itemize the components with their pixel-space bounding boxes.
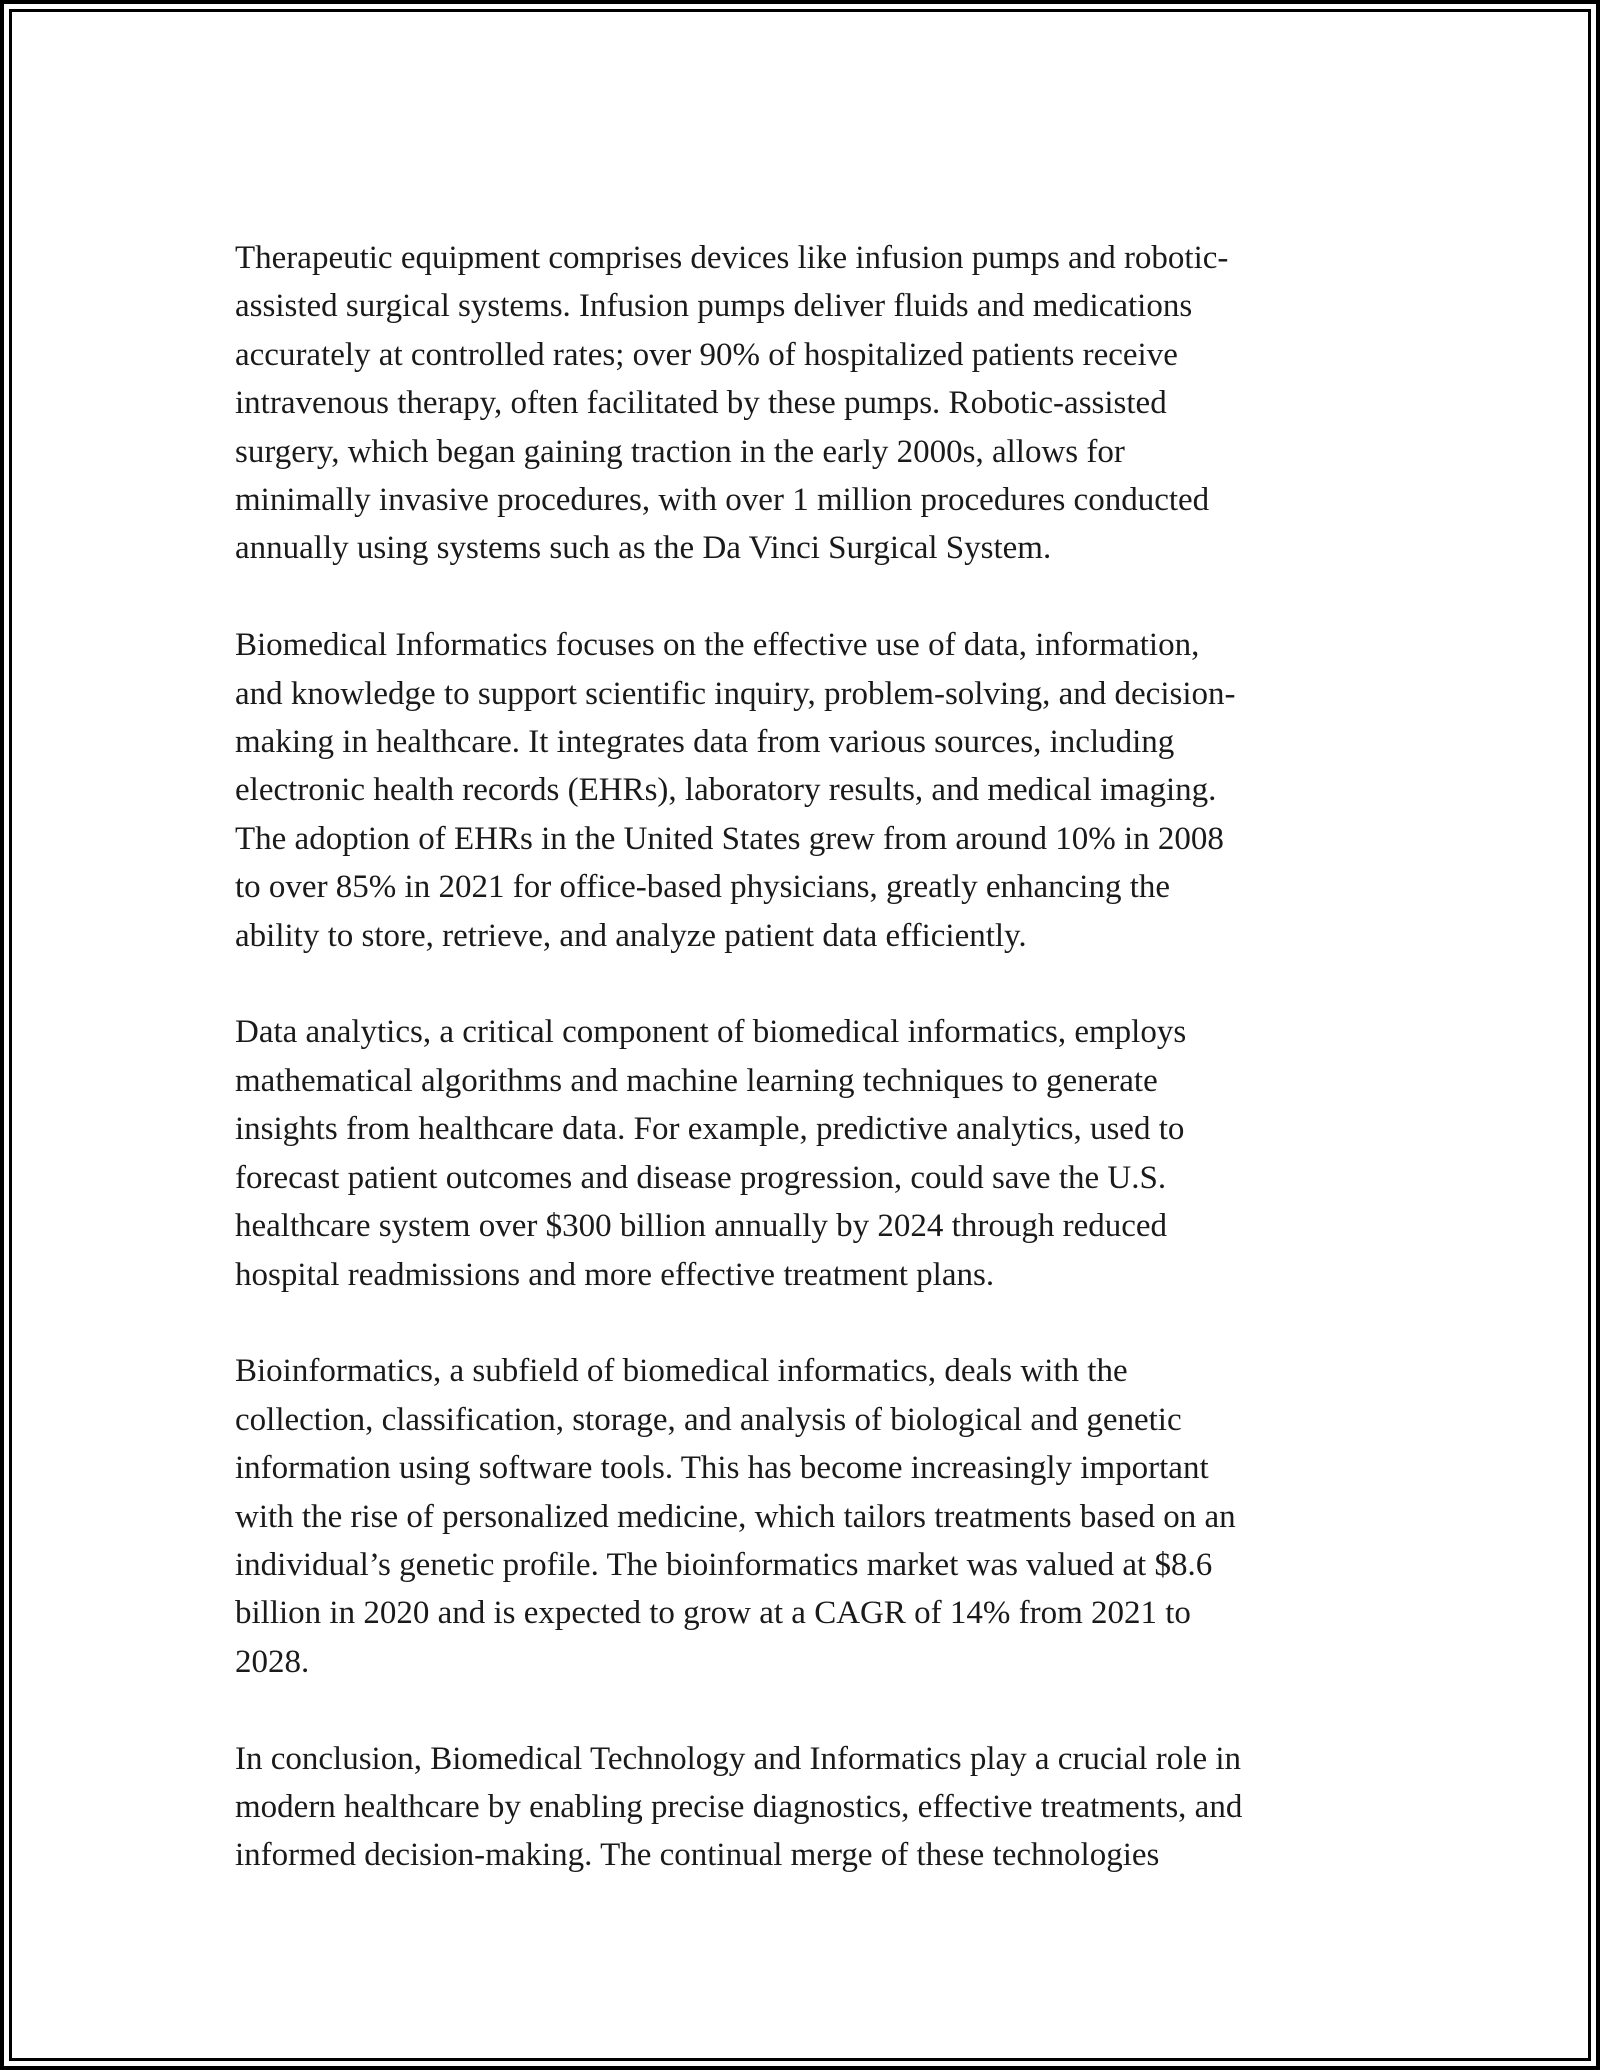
text-line: collection, classification, storage, and analysis of biological and genetic: [235, 1401, 1182, 1438]
text-line: Therapeutic equipment comprises devices like infusion pumps and robotic-: [235, 240, 1229, 276]
document-body: [235, 234, 1365, 1928]
text-line: individual’s genetic profile. The bioinformatics market was valued at $8.6: [235, 1546, 1213, 1583]
text-line: billion in 2020 and is expected to grow at a CAGR of 14% from 2021 to: [235, 1595, 1191, 1632]
text-line: electronic health records (EHRs), laboratory results, and medical imaging.: [235, 772, 1217, 809]
text-line: assisted surgical systems. Infusion pumps deliver fluids and medications: [235, 288, 1193, 325]
text-line: information using software tools. This has become increasingly important: [235, 1450, 1209, 1487]
text-line: hospital readmissions and more effective treatment plans.: [235, 1256, 995, 1293]
paragraph-conclusion: [235, 1735, 1365, 1880]
paragraph-biomedical-informatics: [235, 621, 1365, 960]
text-line: The adoption of EHRs in the United States grew from around 10% in 2008: [235, 820, 1224, 857]
text-line: and knowledge to support scientific inquiry, problem-solving, and decision-: [235, 675, 1236, 712]
text-line: annually using systems such as the Da Vinci Surgical System.: [235, 530, 1052, 567]
text-line: modern healthcare by enabling precise diagnostics, effective treatments, and: [235, 1788, 1243, 1825]
text-line: intravenous therapy, often facilitated by these pumps. Robotic-assisted: [235, 385, 1167, 422]
paragraph-data-analytics: [235, 1008, 1365, 1298]
paragraph-therapeutic-equipment: [235, 234, 1365, 573]
text-line: 2028.: [235, 1643, 310, 1680]
text-line: to over 85% in 2021 for office-based physicians, greatly enhancing the: [235, 869, 1171, 906]
text-line: ability to store, retrieve, and analyze patient data efficiently.: [235, 917, 1027, 954]
text-line: with the rise of personalized medicine, which tailors treatments based on an: [235, 1498, 1236, 1535]
text-line: insights from healthcare data. For example, predictive analytics, used to: [235, 1111, 1185, 1148]
text-line: healthcare system over $300 billion annually by 2024 through reduced: [235, 1208, 1168, 1245]
text-line: mathematical algorithms and machine learning techniques to generate: [235, 1062, 1158, 1099]
text-line: Bioinformatics, a subfield of biomedical informatics, deals with the: [235, 1353, 1128, 1390]
text-line: accurately at controlled rates; over 90% of hospitalized patients receive: [235, 336, 1178, 373]
text-line: minimally invasive procedures, with over 1 million procedures conducted: [235, 482, 1210, 519]
text-line: making in healthcare. It integrates data from various sources, including: [235, 724, 1175, 761]
text-line: Biomedical Informatics focuses on the effective use of data, information,: [235, 627, 1200, 664]
text-line: forecast patient outcomes and disease progression, could save the U.S.: [235, 1159, 1167, 1196]
text-line: In conclusion, Biomedical Technology and Informatics play a crucial role in: [235, 1740, 1242, 1777]
text-line: Data analytics, a critical component of biomedical informatics, employs: [235, 1014, 1187, 1051]
text-line: informed decision-making. The continual merge of these technologies: [235, 1837, 1160, 1874]
text-line: surgery, which began gaining traction in the early 2000s, allows for: [235, 433, 1125, 470]
paragraph-bioinformatics: [235, 1347, 1365, 1686]
